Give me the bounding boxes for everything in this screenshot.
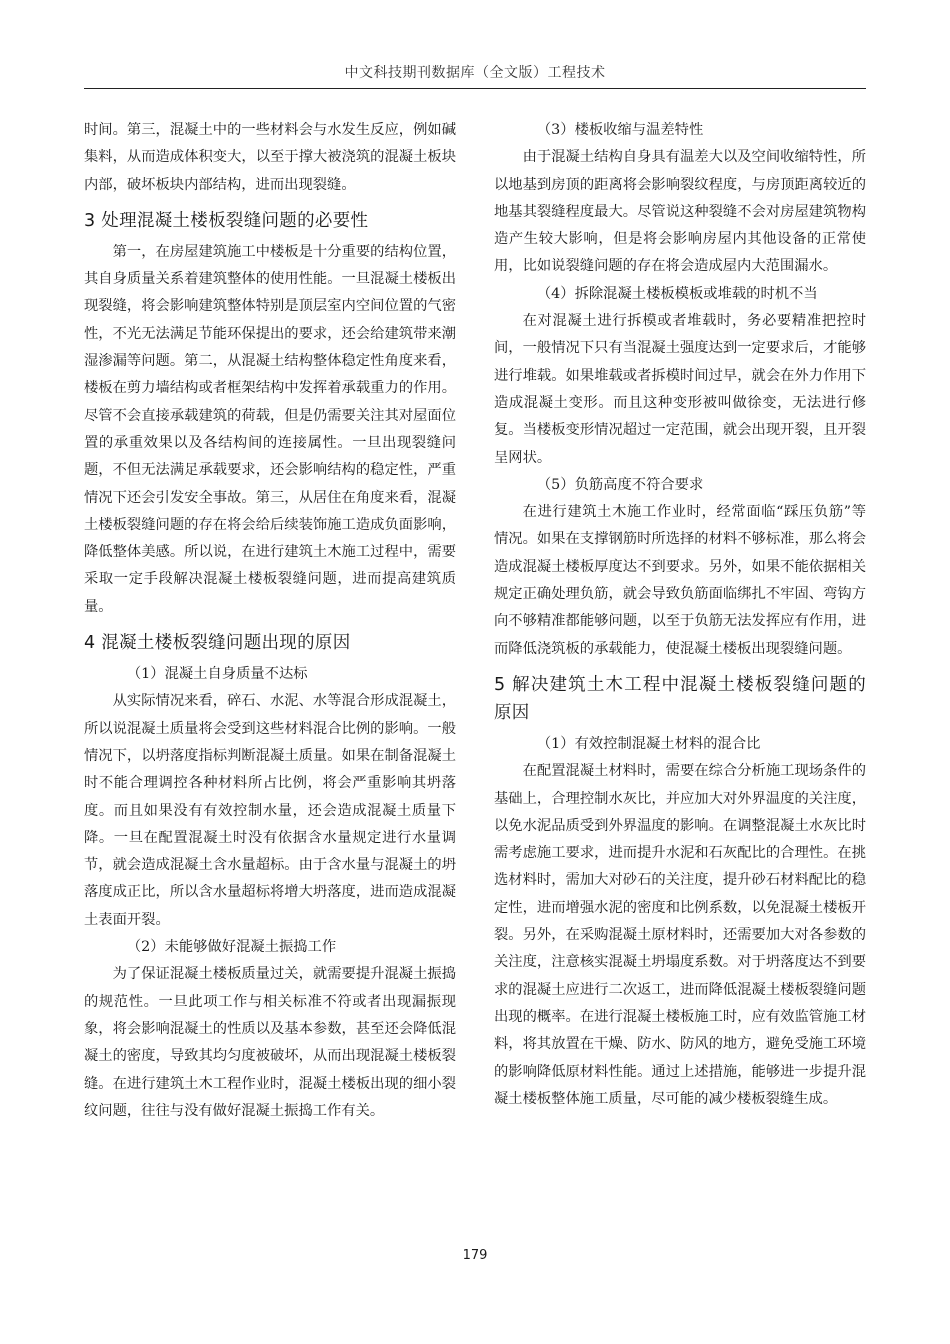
paragraph: 在对混凝土进行拆模或者堆载时，务必要精准把控时间，一般情况下只有当混凝土强度达到一定要求后，才能够进行堆载。如果堆载或者拆模时间过早，就会在外力作用下造成混凝土变形。而且这种变形被叫做徐变，无法进行修复。当楼板变形情况超过一定范围，就会出现开裂，且开裂呈网状。	[494, 313, 866, 466]
left-column	[84, 117, 456, 1125]
paragraph: 在配置混凝土材料时，需要在综合分析施工现场条件的基础上，合理控制水灰比，并应加大对外界温度的关注度，以免水泥品质受到外界温度的影响。在调整混凝土水灰比时需考虑施工要求，进而提升水泥和石灰配比的合理性。在挑选材料时，需加大对砂石的关注度，提升砂石材料配比的稳定性，进而增强水泥的密度和比例系数，以免混凝土楼板开裂。另外，在采购混凝土原材料时，还需要加大对各参数的关注度，注意核实混凝土坍塌度系数。对于坍落度达不到要求的混凝土应进行二次返工，进而降低混凝土楼板裂缝问题出现的概率。在进行混凝土楼板施工时，应有效监管施工材料，将其放置在干燥、防水、防风的地方，避免受施工环境的影响降低原材料性能。通过上述措施，能够进一步提升混凝土楼板整体施工质量，尽可能的减少楼板裂缝生成。	[494, 763, 866, 1107]
subsection-heading: （2）未能够做好混凝土振捣工作	[126, 939, 337, 956]
paragraph: 从实际情况来看，碎石、水泥、水等混合形成混凝土，所以说混凝土质量将会受到这些材料混合比例的影响。一般情况下，以坍落度指标判断混凝土质量。如果在制备混凝土时不能合理调控各种材料所占比例，将会严重影响其坍落度。而且如果没有有效控制水量，还会造成混凝土质量下降。一旦在配置混凝土时没有依据含水量规定进行水量调节，就会造成混凝土含水量超标。由于含水量与混凝土的坍落度成正比，所以含水量超标将增大坍落度，进而造成混凝土表面开裂。	[84, 693, 456, 928]
running-header: 中文科技期刊数据库（全文版）工程技术	[344, 65, 606, 81]
page-number: 179	[462, 1248, 488, 1263]
subsection-heading: （1）混凝土自身质量不达标	[126, 666, 308, 683]
paragraph: 在进行建筑土木施工作业时，经常面临“踩压负筋”等情况。如果在支撑钢筋时所选择的材料不够标准，那么将会造成混凝土楼板厚度达不到要求。另外，如果不能依据相关规定正确处理负筋，就会导致负筋面临绑扎不牢固、弯钩方向不够精准都能够问题，以至于负筋无法发挥应有作用，进而降低浇筑板的承载能力，使混凝土楼板出现裂缝问题。	[494, 504, 866, 657]
paragraph: 由于混凝土结构自身具有温差大以及空间收缩特性，所以地基到房顶的距离将会影响裂纹程度，与房顶距离较近的地基其裂缝程度最大。尽管说这种裂缝不会对房屋建筑物构造产生较大影响，但是将会影响房屋内其他设备的正常使用，比如说裂缝问题的存在将会造成屋内大范围漏水。	[494, 149, 866, 275]
subsection-heading: （5）负筋高度不符合要求	[536, 476, 704, 493]
paragraph: 第一，在房屋建筑施工中楼板是十分重要的结构位置，其自身质量关系着建筑整体的使用性能。一旦混凝土楼板出现裂缝，将会影响建筑整体特别是顶层室内空间位置的气密性，不光无法满足节能环保提出的要求，还会给建筑带来潮湿渗漏等问题。第二，从混凝土结构整体稳定性角度来看，楼板在剪力墙结构或者框架结构中发挥着承载重力的作用。尽管不会直接承载建筑的荷载，但是仍需要关注其对屋面位置的承重效果以及各结构间的连接属性。一旦出现裂缝问题，不但无法满足承载要求，还会影响结构的稳定性，严重情况下还会引发安全事故。第三，从居住在角度来看，混凝土楼板裂缝问题的存在将会给后续装饰施工造成负面影响，降低整体美感。所以说，在进行建筑土木施工过程中，需要采取一定手段解决混凝土楼板裂缝问题，进而提高建筑质量。	[84, 243, 456, 615]
section-heading-4: 4 混凝土楼板裂缝问题出现的原因	[84, 633, 351, 654]
subsection-heading: （3）楼板收缩与温差特性	[536, 122, 704, 138]
section-heading-3: 3 处理混凝土楼板裂缝问题的必要性	[84, 210, 369, 231]
subsection-heading: （1）有效控制混凝土材料的混合比	[536, 735, 761, 752]
paragraph: 为了保证混凝土楼板质量过关，就需要提升混凝土振捣的规范性。一旦此项工作与相关标准不符或者出现漏振现象，将会影响混凝土的性质以及基本参数，甚至还会降低混凝土的密度，导致其均匀度被破坏，从而出现混凝土楼板裂缝。在进行建筑土木工程作业时，混凝土楼板出现的细小裂纹问题，往往与没有做好混凝土振捣工作有关。	[84, 966, 456, 1119]
paragraph: 时间。第三，混凝土中的一些材料会与水发生反应，例如碱集料，从而造成体积变大，以至于撑大被浇筑的混凝土板块内部，破坏板块内部结构，进而出现裂缝。	[84, 122, 456, 193]
right-column	[494, 117, 866, 1113]
subsection-heading: （4）拆除混凝土楼板模板或堆载的时机不当	[536, 285, 818, 302]
header-divider	[84, 88, 866, 89]
section-heading-5: 5 解决建筑土木工程中混凝土楼板裂缝问题的原因	[494, 674, 866, 723]
